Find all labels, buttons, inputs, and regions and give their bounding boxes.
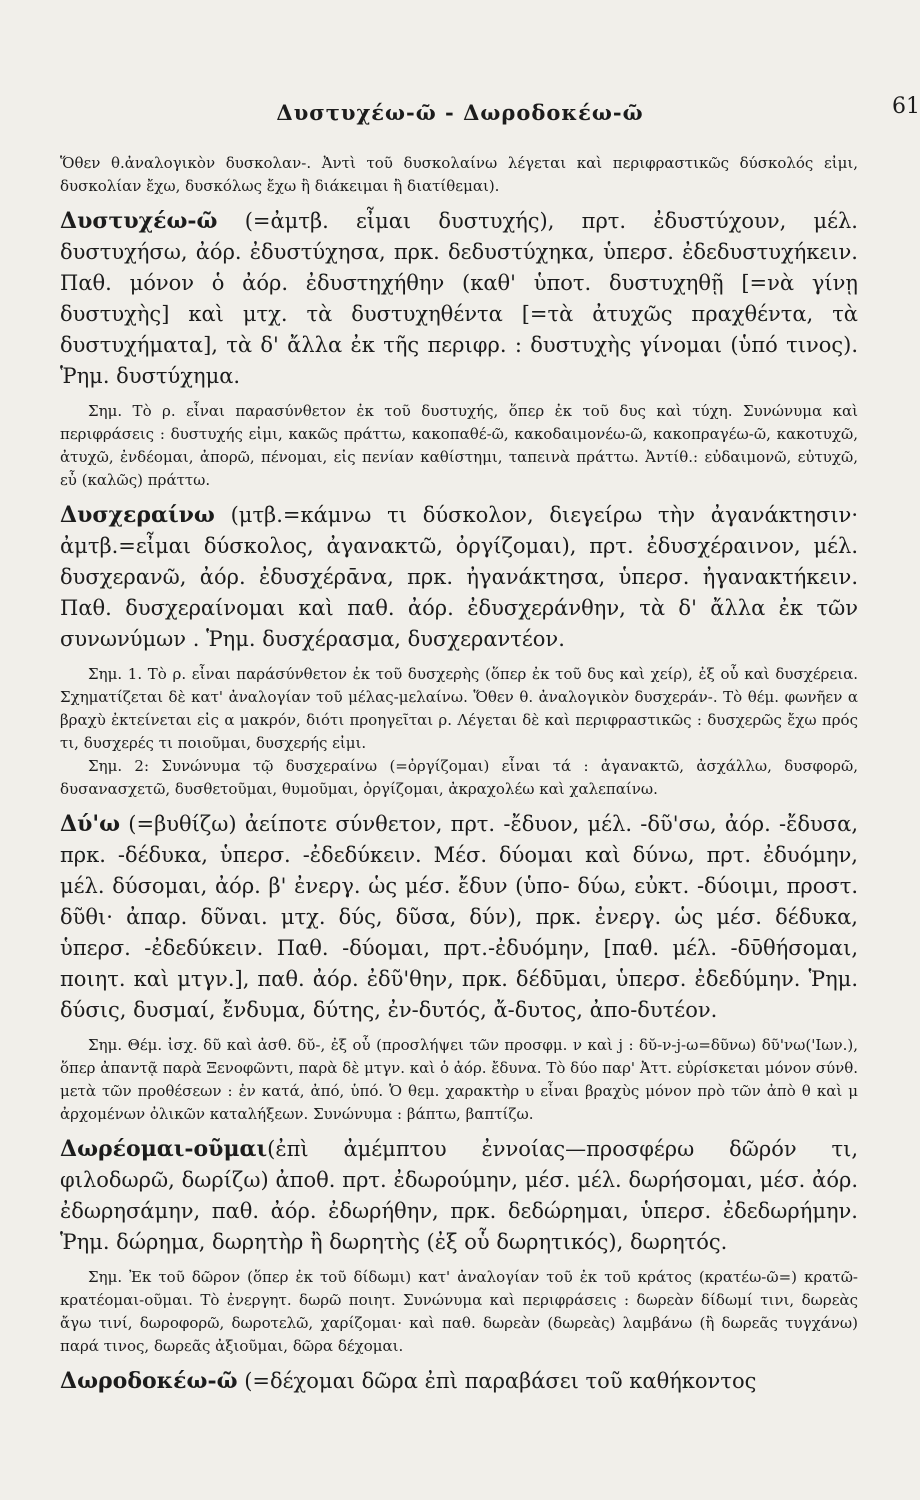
entry-dyscheraino <box>60 500 858 655</box>
entry-text: (ἐπὶ ἀμέμπτου ἐννοίας—προσφέρω δῶρόν τι, φιλοδωρῶ, δωρίζω) ἀποθ. πρτ. ἐδωρούμην, μέσ. μέλ. δωρήσομαι, μέσ. ἀόρ. ἐδωρησάμην, παθ. ἀόρ. ἐδωρήθην, πρκ. δεδώρημαι, ὑπερσ. ἐδεδωρήμην. Ῥημ. δώρημα, δωρητὴρ ἢ δωρητὴς (ἐξ οὗ δωρητικός), δωρητός. <box>60 1137 858 1254</box>
entry-text: (μτβ.=κάμνω τι δύσκολον, διεγείρω τὴν ἀγανάκτησιν· ἀμτβ.=εἶμαι δύσκολος, ἀγανακτῶ, ὀργίζομαι), πρτ. ἐδυσχέραινον, μέλ. δυσχερανῶ, ἀόρ. ἐδυσχέρᾱνα, πρκ. ἠγανάκτησα, ὑπερσ. ἠγανακτήκειν. Παθ. δυσχεραίνομαι καὶ παθ. ἀόρ. ἐδυσχεράνθην, τὰ δ' ἄλλα ἐκ τῶν συνωνύμων . Ῥημ. δυσχέρασμα, δυσχεραντέον. <box>60 503 858 651</box>
page-body <box>60 152 858 1397</box>
running-head: Δυστυχέω-ῶ - Δωροδοκέω-ῶ <box>276 100 644 125</box>
headword: Δυσχεραίνω <box>60 502 215 528</box>
entry-dyo <box>60 809 858 1026</box>
note-text: Σημ. Ἐκ τοῦ δῶρον (ὅπερ ἐκ τοῦ δίδωμι) κατ' ἀναλογίαν τοῦ ἐκ τοῦ κράτος (κρατέω-ῶ=) κρατῶ-κρατέομαι-οῦμαι. Τὸ ἐνεργητ. δωρῶ ποιητ. Συνώνυμα καὶ περιφράσεις : δωρεὰν δίδωμί τινι, δωρεὰς ἄγω τινί, δωροφορῶ, δωροτελῶ, χαρίζομαι· καὶ παθ. δωρεὰν (δωρεὰς) λαμβάνω (ἢ δωρεᾶς τυγχάνω) παρά τινος, δωρεᾶς ἀξιοῦμαι, δῶρα δέχομαι. <box>60 1268 858 1355</box>
entry-dorodokeo <box>60 1366 858 1397</box>
entry-text: (=βυθίζω) ἀείποτε σύνθετον, πρτ. -ἔδυον, μέλ. -δῦ'σω, ἀόρ. -ἔδυσα, πρκ. -δέδυκα, ὑπερσ. -ἐδεδύκειν. Μέσ. δύομαι καὶ δύνω, πρτ. ἐδυόμην, μέλ. δύσομαι, ἀόρ. β' ἐνεργ. ὡς μέσ. ἔδυν (ὑπο- δύω, εὐκτ. -δύοιμι, προστ. δῦθι· ἀπαρ. δῦναι. μτχ. δύς, δῦσα, δύν), πρκ. ἐνεργ. ὡς μέσ. δέδυκα, ὑπερσ. -ἐδεδύκειν. Παθ. -δύομαι, πρτ.-ἐδυόμην, [παθ. μέλ. -δῡθήσομαι, ποιητ. καὶ μτγν.], παθ. ἀόρ. ἐδῦ'θην, πρκ. δέδῡμαι, ὑπερσ. ἐδεδύμην. Ῥημ. δύσις, δυσμαί, ἔνδυμα, δύτης, ἐν-δυτός, ἄ-δυτος, ἀπο-δυτέον. <box>60 812 858 1022</box>
note-text: Σημ. Θέμ. ἰσχ. δῦ καὶ ἀσθ. δῠ-, ἐξ οὗ (προσλήψει τῶν προσφμ. ν καὶ j : δῠ-ν-j-ω=δῦνω) δῦ'νω('Ιων.), ὅπερ ἀπαντᾷ παρὰ Ξενοφῶντι, παρὰ δὲ μτγν. καὶ ὁ ἀόρ. ἔδυνα. Τὸ δύο παρ' Ἀττ. εὑρίσκεται μόνον σύνθ. μετὰ τῶν προθέσεων : ἐν κατά, ἀπό, ὑπό. Ὁ θεμ. χαρακτὴρ υ εἶναι βραχὺς μόνον πρὸ τῶν ἀπὸ θ καὶ μ ἀρχομένων ὀλικῶν καταλήξεων. Συνώνυμα : βάπτω, βαπτίζω. <box>60 1036 858 1123</box>
continuation-paragraph <box>60 152 858 198</box>
headword: Δύ'ω <box>60 811 121 837</box>
entry-doreomai <box>60 1134 858 1258</box>
entry-dystycheo <box>60 206 858 392</box>
entry-text: (=δέχομαι δῶρα ἐπὶ παραβάσει τοῦ καθήκοντος <box>237 1369 757 1393</box>
headword: Δωρέομαι-οῦμαι <box>60 1136 268 1162</box>
paragraph-text: Ὅθεν θ.ἀναλογικὸν δυσκολαν-. Ἀντὶ τοῦ δυσκολαίνω λέγεται καὶ περιφραστικῶς δύσκολός εἰμι, δυσκολίαν ἔχω, δυσκόλως ἔχω ἢ διάκειμαι ἢ διατίθεμαι). <box>60 154 858 195</box>
note-text: Σημ. Τὸ ρ. εἶναι παρασύνθετον ἐκ τοῦ δυστυχής, ὅπερ ἐκ τοῦ δυς καὶ τύχη. Συνώνυμα καὶ περιφράσεις : δυστυχής εἰμι, κακῶς πράττω, κακοπαθέ-ῶ, κακοδαιμονέω-ῶ, κακοπραγέω-ῶ, κακοτυχῶ, ἀτυχῶ, ἐνδέομαι, ἀπορῶ, πένομαι, εἰς πενίαν καθίστημι, ταπεινὰ πράττω. Ἀντίθ.: εὐδαιμονῶ, εὐτυχῶ, εὖ (καλῶς) πράττω. <box>60 402 858 489</box>
page-number: 61 <box>892 94 920 119</box>
note-text: Σημ. 1. Τὸ ρ. εἶναι παράσύνθετον ἐκ τοῦ δυσχερὴς (ὅπερ ἐκ τοῦ δυς καὶ χείρ), ἐξ οὗ καὶ δυσχέρεια. Σχηματίζεται δὲ κατ' ἀναλογίαν τοῦ μέλας-μελαίνω. Ὅθεν θ. ἀναλογικὸν δυσχεράν-. Τὸ θέμ. φωνῆεν α βραχὺ ἐκτείνεται εἰς α μακρόν, διότι προηγεῖται ρ. Λέγεται δὲ καὶ περιφραστικῶς : δυσχερῶς ἔχω πρός τι, δυσχερές τι ποιοῦμαι, δυσχερής εἰμι. <box>60 665 858 752</box>
note-paragraph <box>60 755 858 801</box>
note-paragraph <box>60 400 858 492</box>
entry-text: (=ἀμτβ. εἶμαι δυστυχής), πρτ. ἐδυστύχουν, μέλ. δυστυχήσω, ἀόρ. ἐδυστύχησα, πρκ. δεδυστύχηκα, ὑπερσ. ἐδεδυστυχήκειν. Παθ. μόνον ὁ ἀόρ. ἐδυστηχήθην (καθ' ὑποτ. δυστυχηθῇ [=νὰ γίνῃ δυστυχὴς] καὶ μτχ. τὰ δυστυχηθέντα [=τὰ ἀτυχῶς πραχθέντα, τὰ δυστυχήματα], τὰ δ' ἄλλα ἐκ τῆς περιφρ. : δυστυχὴς γίνομαι (ὑπό τινος). Ῥημ. δυστύχημα. <box>60 209 858 388</box>
headword: Δυστυχέω-ῶ <box>60 208 218 234</box>
note-text: Σημ. 2: Συνώνυμα τῷ δυσχεραίνω (=ὀργίζομαι) εἶναι τά : ἀγανακτῶ, ἀσχάλλω, δυσφορῶ, δυσανασχετῶ, δυσθετοῦμαι, θυμοῦμαι, ὀργίζομαι, ἀκραχολέω καὶ χαλεπαίνω. <box>60 757 858 798</box>
headword: Δωροδοκέω-ῶ <box>60 1368 238 1394</box>
note-paragraph <box>60 1034 858 1126</box>
note-paragraph <box>60 1266 858 1358</box>
note-paragraph <box>60 663 858 755</box>
